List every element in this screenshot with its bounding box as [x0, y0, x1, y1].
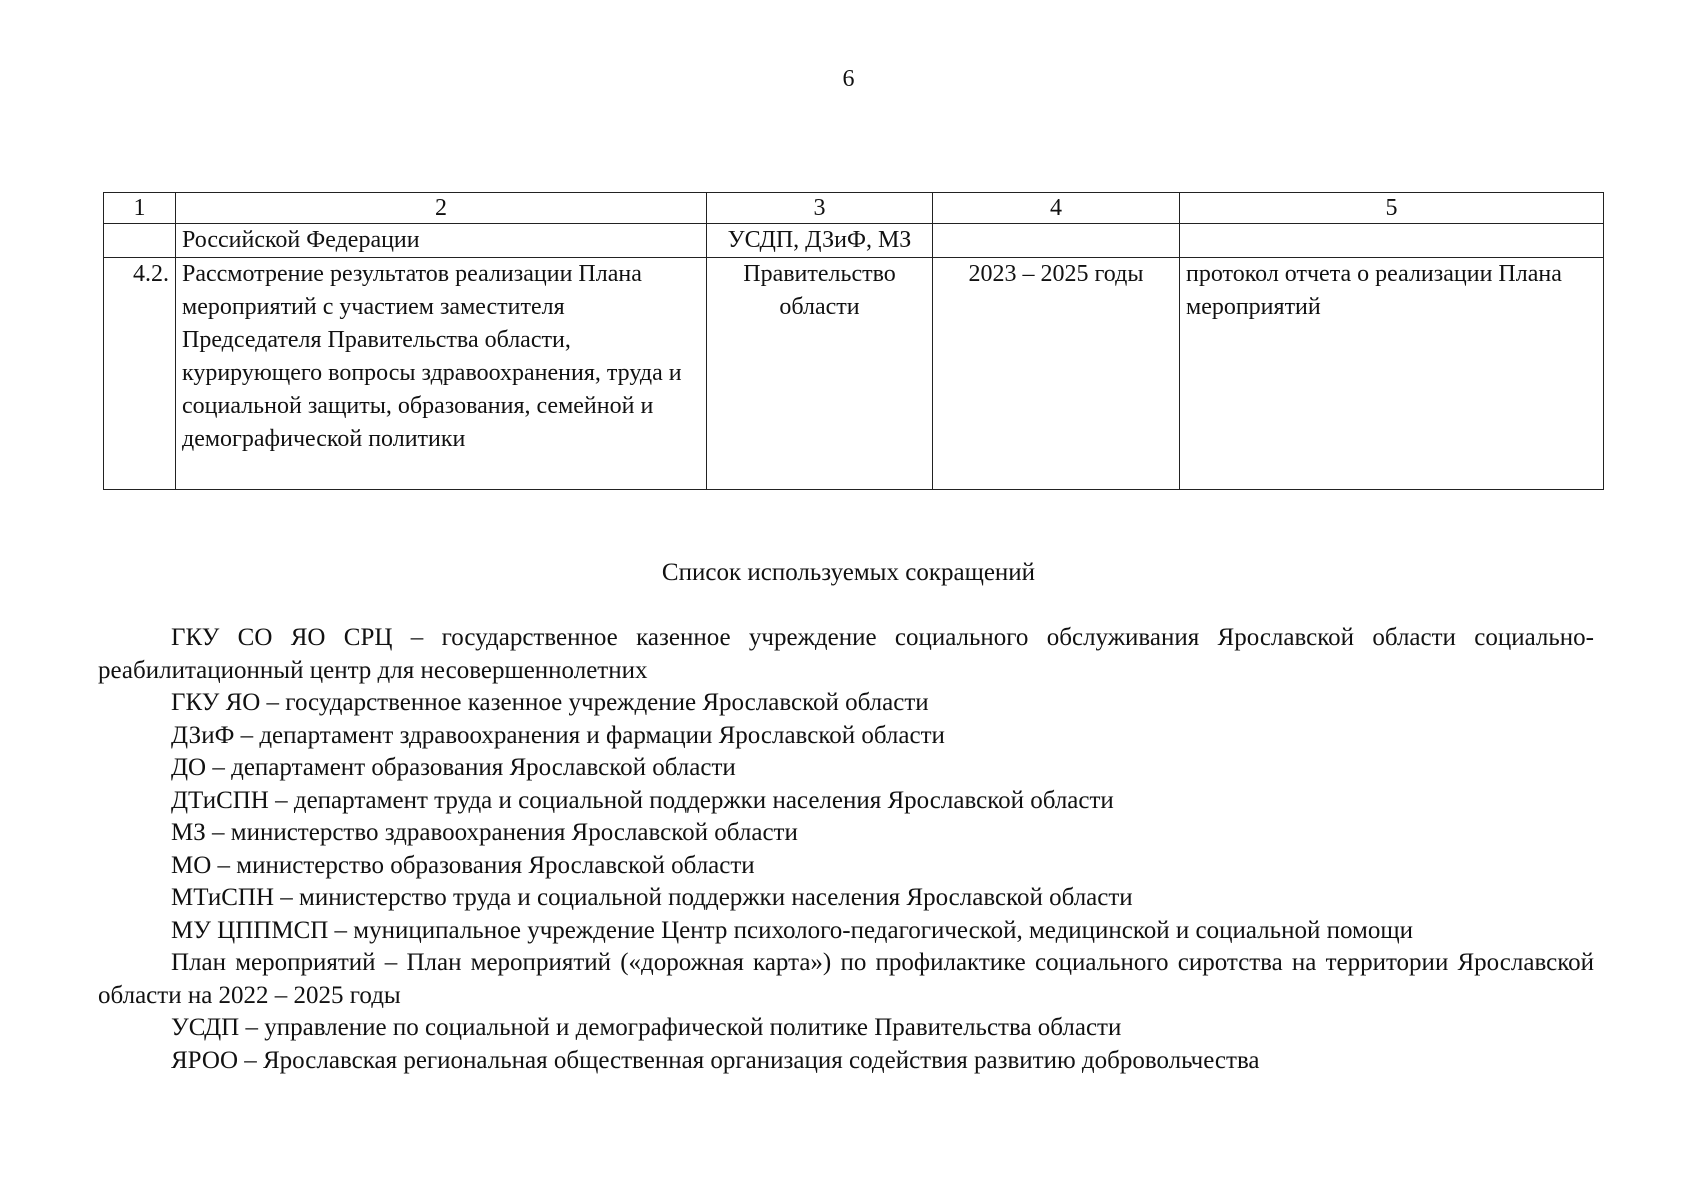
table-row [104, 258, 1604, 490]
abbreviation-item: МЗ – министерство здравоохранения Ярославской области [171, 819, 798, 846]
abbreviation-item: План мероприятий – План мероприятий («дорожная карта») по профилактике социального сиротства на территории Ярославской области на 2022 – 2025 годы [98, 949, 1594, 1009]
abbreviation-item: ГКУ СО ЯО СРЦ – государственное казенное учреждение социального обслуживания Ярославской области социально-реабилитационный центр для несовершеннолетних [98, 624, 1594, 684]
abbreviations-list [98, 622, 1594, 1077]
abbreviations-title: Список используемых сокращений [661, 559, 1036, 586]
column-header-3: 3 [707, 193, 933, 224]
column-header-1: 1 [104, 193, 176, 224]
result-cell: протокол отчета о реализации Плана мероприятий [1180, 258, 1604, 490]
result-cell [1180, 224, 1604, 258]
abbreviation-item: МУ ЦППМСП – муниципальное учреждение Центр психолого-педагогической, медицинской и социальной помощи [171, 916, 1413, 944]
column-header-4: 4 [933, 193, 1180, 224]
abbreviation-item: ДТиСПН – департамент труда и социальной поддержки населения Ярославской области [171, 786, 1114, 814]
table-row [104, 224, 1604, 258]
executor-cell: УСДП, ДЗиФ, МЗ [707, 224, 933, 258]
row-number-cell [104, 224, 176, 258]
row-number-cell: 4.2. [104, 258, 176, 490]
abbreviation-item: ДО – департамент образования Ярославской области [171, 754, 736, 781]
abbreviation-item: ДЗиФ – департамент здравоохранения и фармации Ярославской области [171, 721, 945, 749]
abbreviation-item: МО – министерство образования Ярославской области [171, 851, 755, 879]
page-number: 6 [842, 66, 855, 92]
period-cell: 2023 – 2025 годы [933, 258, 1180, 490]
executor-cell: Правительство области [707, 258, 933, 490]
abbreviation-item: ЯРОО – Ярославская региональная общественная организация содействия развитию добровольчества [171, 1046, 1260, 1074]
table-header-row [104, 193, 1604, 224]
activity-cell: Рассмотрение результатов реализации Плана мероприятий с участием заместителя Председателя Правительства области, курирующего вопросы здравоохранения, труда и социальной защиты, образования, семейной и демографической политики [176, 258, 707, 490]
activity-cell: Российской Федерации [176, 224, 707, 258]
abbreviation-item: УСДП – управление по социальной и демографической политике Правительства области [171, 1014, 1122, 1041]
period-cell [933, 224, 1180, 258]
abbreviation-item: МТиСПН – министерство труда и социальной поддержки населения Ярославской области [171, 884, 1133, 911]
column-header-5: 5 [1180, 193, 1604, 224]
plan-table [103, 192, 1604, 490]
column-header-2: 2 [176, 193, 707, 224]
abbreviation-item: ГКУ ЯО – государственное казенное учреждение Ярославской области [171, 689, 929, 716]
